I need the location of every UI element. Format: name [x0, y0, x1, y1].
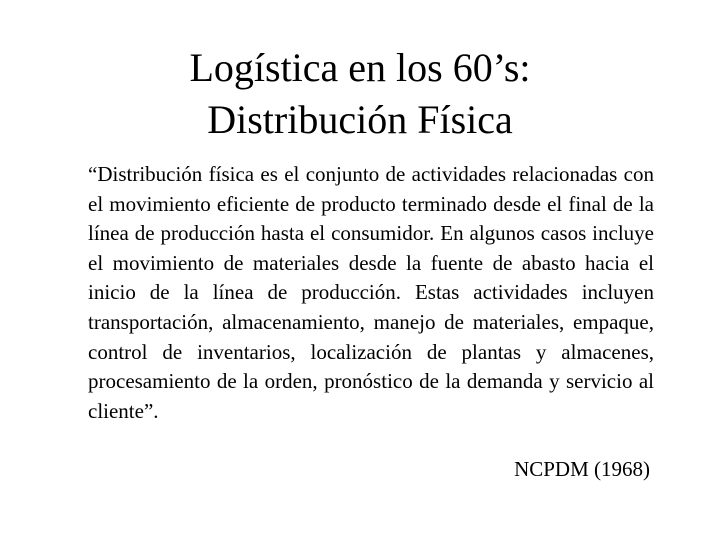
- slide-title-line-1: Logística en los 60’s:: [189, 45, 531, 90]
- slide-title: [0, 42, 720, 146]
- definition-quote: “Distribución física es el conjunto de actividades relacionadas con el movimiento eficiente de producto terminado desde el final de la línea de producción hasta el consumidor. En algunos casos incluye el movimiento de materiales desde la fuente de abasto hacia el inicio de la línea de producción. Estas actividades incluyen transportación, almacenamiento, manejo de materiales, empaque, control de inventarios, localización de plantas y almacenes, procesamiento de la orden, pronóstico de la demanda y servicio al cliente”.: [88, 162, 654, 423]
- slide-title-line-2: Distribución Física: [207, 97, 513, 142]
- citation: NCPDM (1968): [514, 457, 650, 481]
